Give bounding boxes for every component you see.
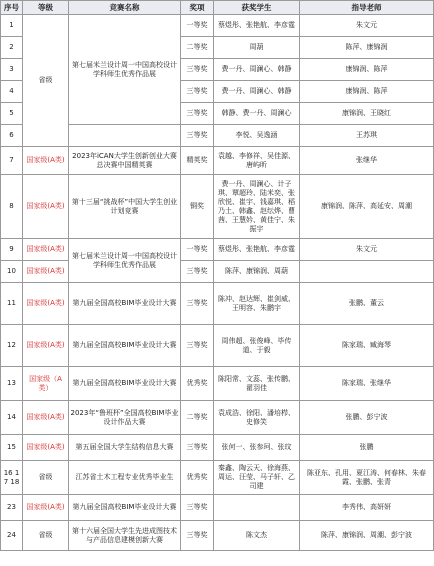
cell-award: 三等奖: [181, 521, 214, 551]
cell-teachers: 康锦润、陈萍、高延安、周潮: [300, 175, 434, 239]
cell-level: 省级: [23, 521, 69, 551]
cell-level: 国家级(A类): [23, 325, 69, 367]
cell-students: 蔡煜彤、张艳航、李彦霆: [214, 15, 300, 37]
cell-students: 陈冲、赵达辉、崔剑威、王明容、朱鹏宇: [214, 283, 300, 325]
cell-no: 16 17 18: [1, 461, 23, 495]
cell-no: 23: [1, 495, 23, 521]
header-award: 奖项: [181, 1, 214, 15]
cell-no: 8: [1, 175, 23, 239]
cell-level: 国家级(A类): [23, 495, 69, 521]
cell-award: 三等奖: [181, 325, 214, 367]
cell-award: 二等奖: [181, 37, 214, 59]
cell-competition: 第九届全国高校BIM毕业设计大赛: [69, 325, 181, 367]
cell-award: 一等奖: [181, 239, 214, 261]
cell-no: 12: [1, 325, 23, 367]
cell-no: 9: [1, 239, 23, 261]
cell-teachers: 李秀伟、高妍妍: [300, 495, 434, 521]
header-level: 等级: [23, 1, 69, 15]
header-competition: 竞赛名称: [69, 1, 181, 15]
cell-level: 省级: [23, 461, 69, 495]
cell-students: 费一丹、周澜心、韩静: [214, 59, 300, 81]
cell-competition: [69, 125, 181, 147]
cell-teachers: 陈萍、康锦润: [300, 37, 434, 59]
cell-students: 周伟超、张俊峰、毕传道、于毅: [214, 325, 300, 367]
cell-award: 三等奖: [181, 103, 214, 125]
cell-students: 李悦、吴逸涵: [214, 125, 300, 147]
cell-teachers: 张鹏、彭宁波: [300, 401, 434, 435]
table-row: [1, 15, 434, 37]
cell-students: 袁成浩、徐阳、潘培栉、史修笑: [214, 401, 300, 435]
cell-level: 国家级(A类): [23, 435, 69, 461]
header-teachers: 指导老师: [300, 1, 434, 15]
cell-level: 国家级(A类): [23, 147, 69, 175]
cell-students: 陈萍、康锦润、周葫: [214, 261, 300, 283]
header-students: 获奖学生: [214, 1, 300, 15]
cell-no: 3: [1, 59, 23, 81]
cell-students: 张何一、张参珂、张玟: [214, 435, 300, 461]
cell-students: 袁越、李修祥、吴佳源、唐屿昕: [214, 147, 300, 175]
cell-award: 三等奖: [181, 283, 214, 325]
cell-award: 三等奖: [181, 495, 214, 521]
cell-teachers: 陈亚东、孔用、夏江涛、何春林、朱春霞、张鹏、张青: [300, 461, 434, 495]
cell-teachers: 张鹏: [300, 435, 434, 461]
header-no: 序号: [1, 1, 23, 15]
table-row: [1, 261, 434, 283]
cell-teachers: 康锦润、陈萍: [300, 81, 434, 103]
cell-students: 费一丹、周澜心、计子琪、覃超玲、陆米奕、张欣悦、崔宇、钱嘉琪、稻乃土、韩鑫、赵纭烨、曹茜、王慧妗、黄佳宁、朱振宇: [214, 175, 300, 239]
cell-no: 1: [1, 15, 23, 37]
cell-level: 国家级(A类): [23, 239, 69, 261]
cell-competition: 第十三届“挑战杯”中国大学生创业计划竞赛: [69, 175, 181, 239]
cell-students: 周葫: [214, 37, 300, 59]
cell-award: 三等奖: [181, 261, 214, 283]
cell-competition: 江苏省土木工程专业优秀毕业生: [69, 461, 181, 495]
table-row: [1, 435, 434, 461]
cell-competition: 2023年“鲁班杯”全国高校BIM毕业设计作品大赛: [69, 401, 181, 435]
cell-teachers: 陈萍、康锦润、周潮、彭宁波: [300, 521, 434, 551]
cell-level: 国家级（A类）: [23, 367, 69, 401]
cell-teachers: 陈家瑞、臧海琴: [300, 325, 434, 367]
table-row: [1, 325, 434, 367]
cell-no: 7: [1, 147, 23, 175]
table-row: [1, 401, 434, 435]
cell-competition: 第七届米兰设计周一中国高校设计学科师生优秀作品展: [69, 15, 181, 125]
cell-competition: 第七届米兰设计周一中国高校设计学科师生优秀作品展: [69, 239, 181, 283]
table-row: [1, 175, 434, 239]
cell-level: 国家级(A类): [23, 175, 69, 239]
cell-level: 国家级(A类): [23, 261, 69, 283]
cell-award: 三等奖: [181, 435, 214, 461]
cell-award: 三等奖: [181, 81, 214, 103]
cell-no: 14: [1, 401, 23, 435]
table-row: [1, 239, 434, 261]
cell-award: 优秀奖: [181, 461, 214, 495]
cell-teachers: 陈家瑞、张继华: [300, 367, 434, 401]
cell-award: 优秀奖: [181, 367, 214, 401]
table-row: [1, 283, 434, 325]
cell-no: 11: [1, 283, 23, 325]
cell-no: 4: [1, 81, 23, 103]
cell-competition: 第九届全国高校BIM毕业设计大赛: [69, 367, 181, 401]
cell-competition: 第十六届全国大学生先进成图技术与产品信息建模创新大赛: [69, 521, 181, 551]
cell-award: 二等奖: [181, 401, 214, 435]
header-row: [1, 1, 434, 15]
table-row: [1, 521, 434, 551]
cell-teachers: 张继华: [300, 147, 434, 175]
cell-no: 6: [1, 125, 23, 147]
cell-teachers: 康锦润、王晓红: [300, 103, 434, 125]
cell-teachers: 朱文元: [300, 239, 434, 261]
cell-no: 15: [1, 435, 23, 461]
cell-students: 陈阳常、文蕊、张传鹏、翟羽佳: [214, 367, 300, 401]
cell-competition: 第九届全国高校BIM毕业设计大赛: [69, 283, 181, 325]
cell-no: 10: [1, 261, 23, 283]
table-row: [1, 367, 434, 401]
cell-teachers: 康锦润、陈萍: [300, 59, 434, 81]
cell-no: 13: [1, 367, 23, 401]
cell-competition: 第九届全国高校BIM毕业设计大赛: [69, 495, 181, 521]
cell-competition: 第五届全国大学生结构信息大赛: [69, 435, 181, 461]
cell-award: 三等奖: [181, 125, 214, 147]
cell-teachers: 王苏琪: [300, 125, 434, 147]
table-row: [1, 495, 434, 521]
cell-students: 韩静、费一丹、周澜心: [214, 103, 300, 125]
cell-award: 铜奖: [181, 175, 214, 239]
table-row: [1, 147, 434, 175]
table-row: [1, 461, 434, 495]
cell-students: 费一丹、周澜心、韩静: [214, 81, 300, 103]
cell-level: 国家级(A类): [23, 283, 69, 325]
cell-teachers: 张鹏、董云: [300, 283, 434, 325]
cell-level: 国家级(A类): [23, 401, 69, 435]
cell-teachers: 朱文元: [300, 15, 434, 37]
cell-teachers: [300, 261, 434, 283]
cell-award: 三等奖: [181, 59, 214, 81]
cell-students: 秦鑫、陶云天、徐海燕、周运、汪莹、马子轩、乙司建: [214, 461, 300, 495]
cell-no: 2: [1, 37, 23, 59]
cell-students: 蔡煜彤、张艳航、李彦霆: [214, 239, 300, 261]
cell-no: 5: [1, 103, 23, 125]
cell-award: 一等奖: [181, 15, 214, 37]
cell-students: [214, 495, 300, 521]
cell-no: 24: [1, 521, 23, 551]
cell-award: 精英奖: [181, 147, 214, 175]
cell-competition: 2023年iCAN大学生创新创业大赛总决赛中国精英赛: [69, 147, 181, 175]
cell-students: 陈文杰: [214, 521, 300, 551]
cell-level: 省级: [23, 15, 69, 147]
